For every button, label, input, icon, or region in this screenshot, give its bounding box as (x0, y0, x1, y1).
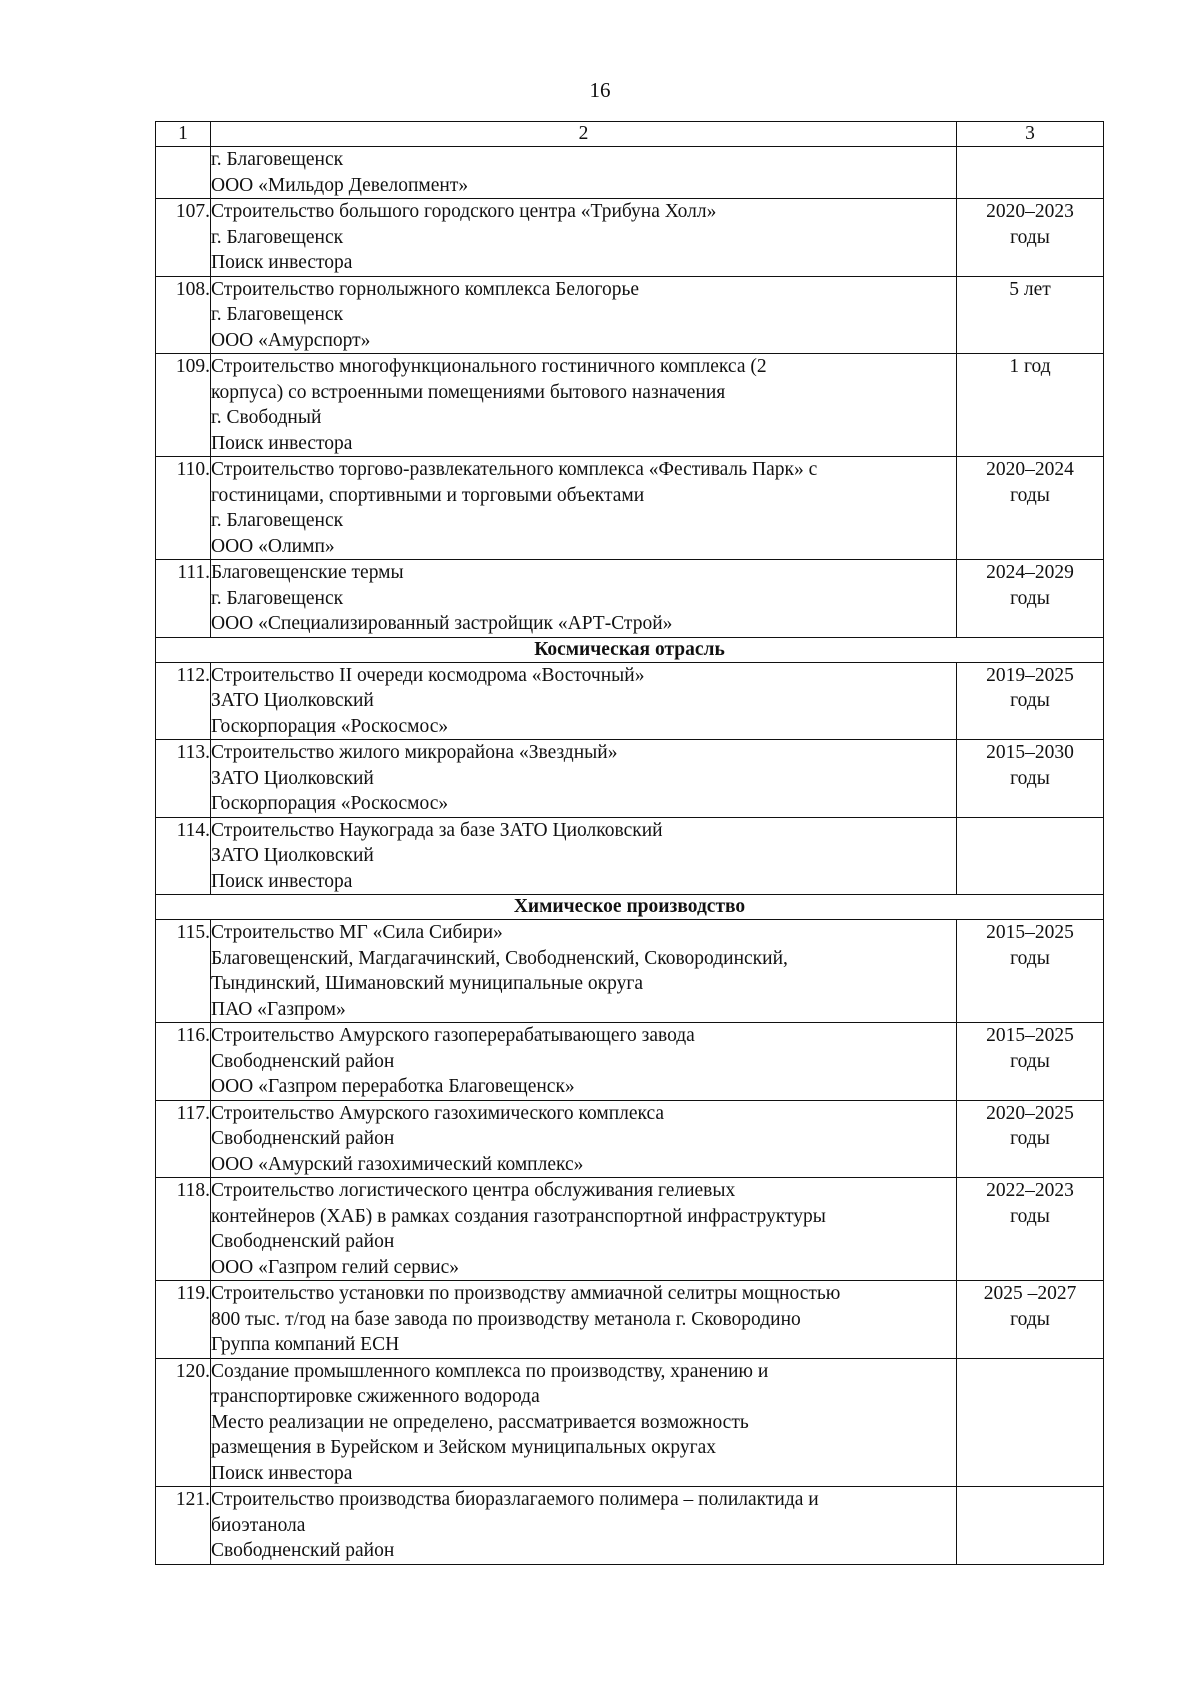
table-row (156, 817, 1104, 895)
table-row (156, 740, 1104, 818)
description-line: ПАО «Газпром» (211, 998, 346, 1020)
period-line: 2020–2025 (986, 1102, 1074, 1124)
period-line: годы (1010, 484, 1050, 506)
table-row (156, 147, 1104, 199)
column-header-3: 3 (957, 122, 1104, 147)
period-line: 2020–2023 (986, 201, 1074, 222)
period-line: 2015–2025 (986, 1025, 1074, 1046)
implementation-period (957, 1358, 1104, 1487)
description-line: г. Благовещенск (211, 587, 344, 609)
period-line: годы (1010, 1128, 1050, 1149)
description-line: размещения в Бурейском и Зейском муниципальных округах (211, 1437, 716, 1458)
description-line: Тындинский, Шимановский муниципальные округа (211, 973, 644, 994)
description-line: Свободненский район (211, 1128, 395, 1149)
description-line: транспортировке сжиженного водорода (211, 1386, 540, 1407)
description-line: ООО «Газпром гелий сервис» (211, 1256, 460, 1278)
description-line: ЗАТО Циолковский (211, 690, 374, 711)
period-line: годы (1010, 690, 1050, 711)
row-number: 110. (156, 457, 211, 560)
row-number: 111. (156, 560, 211, 638)
description-line: г. Благовещенск (211, 510, 344, 531)
period-line: 5 лет (1009, 278, 1051, 300)
implementation-period (957, 1487, 1104, 1565)
description-line: Строительство горнолыжного комплекса Белогорье (211, 278, 640, 300)
period-line: годы (1010, 1050, 1050, 1072)
description-line: Госкорпорация «Роскосмос» (211, 793, 449, 814)
table-row (156, 560, 1104, 638)
description-line: ООО «Газпром переработка Благовещенск» (211, 1076, 575, 1097)
implementation-period (957, 817, 1104, 895)
table-row (156, 1281, 1104, 1359)
section-title: Космическая отрасль (156, 637, 1104, 662)
description-line: гостиницами, спортивными и торговыми объектами (211, 484, 645, 506)
row-number: 118. (156, 1178, 211, 1281)
column-header-2: 2 (211, 122, 957, 147)
project-description (211, 740, 957, 818)
row-number: 114. (156, 817, 211, 895)
period-line: 1 год (1009, 356, 1051, 377)
description-line: Строительство жилого микрорайона «Звездный» (211, 742, 618, 763)
row-number: 120. (156, 1358, 211, 1487)
table-row (156, 662, 1104, 740)
period-line: годы (1010, 1205, 1050, 1227)
section-title: Химическое производство (156, 895, 1104, 920)
row-number: 112. (156, 662, 211, 740)
table-body (156, 147, 1104, 1565)
section-row (156, 895, 1104, 920)
implementation-period (957, 147, 1104, 199)
period-line: годы (1010, 767, 1050, 789)
row-number: 107. (156, 199, 211, 277)
description-line: Поиск инвестора (211, 870, 353, 892)
period-line: годы (1010, 947, 1050, 969)
description-line: г. Благовещенск (211, 149, 344, 170)
description-line: контейнеров (ХАБ) в рамках создания газотранспортной инфраструктуры (211, 1205, 826, 1227)
implementation-period (957, 1178, 1104, 1281)
table-row (156, 1023, 1104, 1101)
row-number: 108. (156, 276, 211, 354)
implementation-period (957, 1100, 1104, 1178)
page-number: 16 (589, 78, 611, 102)
description-line: Строительство Наукограда за базе ЗАТО Циолковский (211, 819, 663, 841)
period-line: 2022–2023 (986, 1180, 1074, 1201)
table-row (156, 1178, 1104, 1281)
period-line: годы (1010, 226, 1050, 248)
row-number: 117. (156, 1100, 211, 1178)
period-line: 2015–2030 (986, 742, 1074, 763)
description-line: Строительство МГ «Сила Сибири» (211, 922, 503, 943)
project-description (211, 276, 957, 354)
period-line: 2020–2024 (986, 459, 1074, 480)
period-line: 2024–2029 (986, 562, 1074, 583)
description-line: Строительство Амурского газохимического комплекса (211, 1102, 665, 1124)
description-line: ЗАТО Циолковский (211, 845, 374, 866)
project-description (211, 147, 957, 199)
description-line: Строительство многофункционального гостиничного комплекса (2 (211, 356, 767, 377)
description-line: Свободненский район (211, 1050, 395, 1072)
project-description (211, 560, 957, 638)
implementation-period (957, 920, 1104, 1023)
description-line: ООО «Специализированный застройщик «АРТ-Строй» (211, 613, 673, 634)
description-line: Группа компаний ЕСН (211, 1334, 400, 1355)
project-description (211, 1281, 957, 1359)
row-number: 121. (156, 1487, 211, 1565)
table-row (156, 920, 1104, 1023)
implementation-period (957, 560, 1104, 638)
row-number: 119. (156, 1281, 211, 1359)
table-row (156, 199, 1104, 277)
project-description (211, 662, 957, 740)
project-description (211, 1100, 957, 1178)
description-line: Место реализации не определено, рассматривается возможность (211, 1411, 749, 1433)
project-description (211, 817, 957, 895)
row-number: 109. (156, 354, 211, 457)
row-number: 115. (156, 920, 211, 1023)
table-row (156, 1358, 1104, 1487)
description-line: Строительство производства биоразлагаемого полимера – полилактида и (211, 1489, 819, 1510)
implementation-period (957, 199, 1104, 277)
column-header-1: 1 (156, 122, 211, 147)
table-row (156, 1100, 1104, 1178)
description-line: Строительство большого городского центра «Трибуна Холл» (211, 201, 717, 222)
description-line: Поиск инвестора (211, 252, 353, 273)
project-description (211, 1023, 957, 1101)
project-description (211, 457, 957, 560)
project-description (211, 354, 957, 457)
description-line: Благовещенские термы (211, 562, 404, 583)
description-line: биоэтанола (211, 1514, 306, 1536)
row-number: 116. (156, 1023, 211, 1101)
project-description (211, 1358, 957, 1487)
description-line: Свободненский район (211, 1540, 395, 1561)
description-line: Строительство установки по производству аммиачной селитры мощностью (211, 1283, 841, 1304)
implementation-period (957, 662, 1104, 740)
table-row (156, 1487, 1104, 1565)
period-line: годы (1010, 587, 1050, 609)
description-line: Поиск инвестора (211, 432, 353, 454)
description-line: ООО «Олимп» (211, 535, 335, 557)
implementation-period (957, 1281, 1104, 1359)
description-line: ООО «Амурский газохимический комплекс» (211, 1153, 584, 1175)
implementation-period (957, 457, 1104, 560)
table-row (156, 354, 1104, 457)
description-line: г. Благовещенск (211, 304, 344, 325)
period-line: 2025 –2027 (983, 1283, 1077, 1304)
description-line: ЗАТО Циолковский (211, 767, 374, 789)
project-description (211, 1178, 957, 1281)
row-number: 113. (156, 740, 211, 818)
period-line: 2015–2025 (986, 922, 1074, 943)
period-line: 2019–2025 (986, 664, 1074, 686)
project-description (211, 920, 957, 1023)
section-row (156, 637, 1104, 662)
table-row (156, 457, 1104, 560)
description-line: ООО «Мильдор Девелопмент» (211, 174, 469, 196)
description-line: Поиск инвестора (211, 1462, 353, 1484)
description-line: Госкорпорация «Роскосмос» (211, 715, 449, 737)
project-description (211, 199, 957, 277)
description-line: Создание промышленного комплекса по производству, хранению и (211, 1360, 769, 1382)
description-line: г. Свободный (211, 407, 322, 428)
description-line: Строительство II очереди космодрома «Восточный» (211, 664, 645, 686)
projects-table (155, 121, 1104, 1565)
implementation-period (957, 1023, 1104, 1101)
table-header-row (156, 122, 1104, 147)
implementation-period (957, 740, 1104, 818)
description-line: Строительство торгово-развлекательного комплекса «Фестиваль Парк» с (211, 459, 818, 480)
description-line: Свободненский район (211, 1231, 395, 1252)
description-line: 800 тыс. т/год на базе завода по производству метанола г. Сковородино (211, 1308, 801, 1330)
period-line: годы (1010, 1308, 1050, 1330)
project-description (211, 1487, 957, 1565)
implementation-period (957, 354, 1104, 457)
description-line: Строительство Амурского газоперерабатывающего завода (211, 1025, 695, 1046)
implementation-period (957, 276, 1104, 354)
description-line: г. Благовещенск (211, 226, 344, 248)
row-number (156, 147, 211, 199)
table-row (156, 276, 1104, 354)
description-line: ООО «Амурспорт» (211, 329, 371, 351)
description-line: Строительство логистического центра обслуживания гелиевых (211, 1180, 736, 1201)
description-line: Благовещенский, Магдагачинский, Свободненский, Сковородинский, (211, 947, 788, 969)
description-line: корпуса) со встроенными помещениями бытового назначения (211, 381, 726, 403)
